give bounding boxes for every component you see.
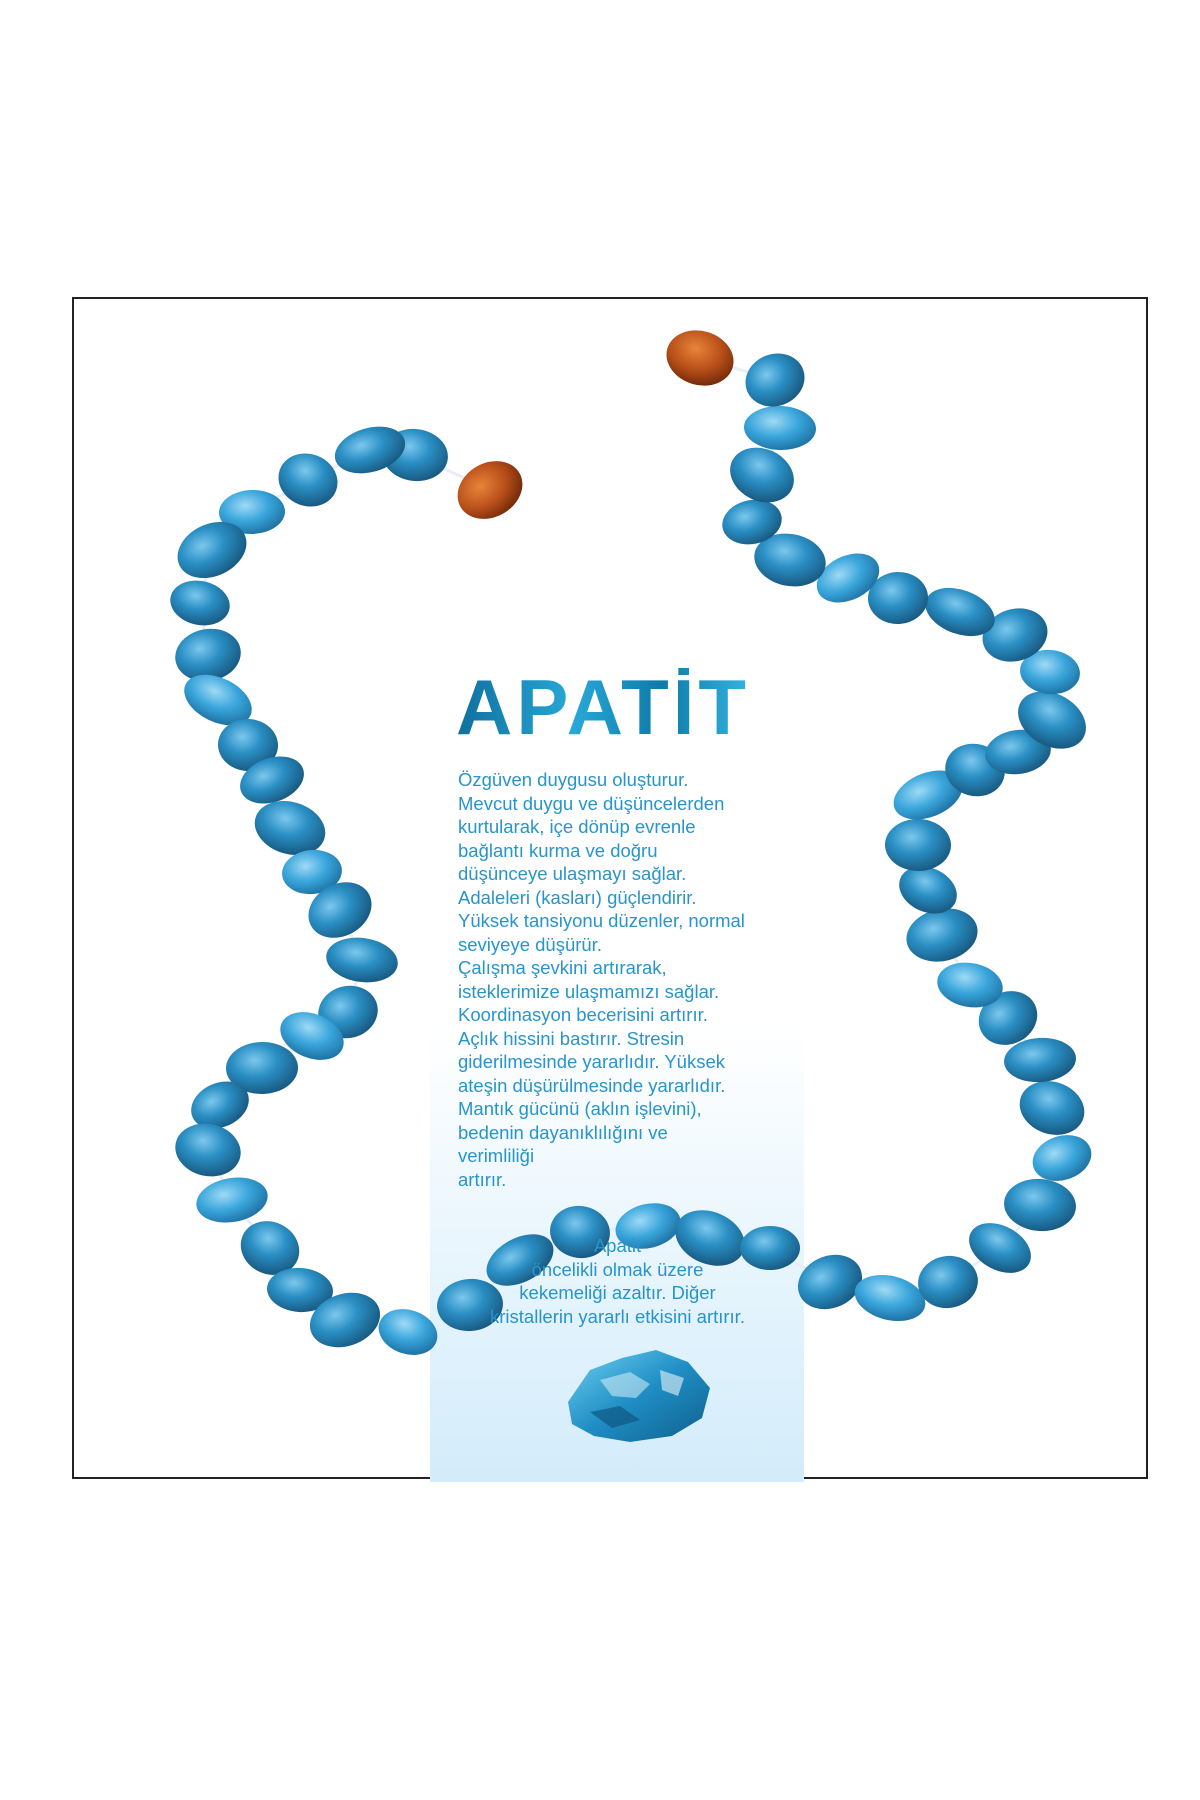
apatite-bead [193,1172,272,1228]
note-text: Apatit öncelikli olmak üzere kekemeliği azaltır. Diğer kristallerin yararlı etkisini artırır. [490,1235,745,1327]
apatite-bead [323,933,400,987]
apatite-bead [170,1117,246,1183]
apatite-rock-icon [560,1340,720,1450]
page-title: APATİT [456,663,751,751]
amber-bead [660,323,740,394]
apatite-bead [1002,1176,1078,1234]
apatite-bead [885,818,952,871]
description-text: Özgüven duygusu oluşturur. Mevcut duygu ve düşüncelerden kurtularak, içe dönüp evrenle bağlantı kurma ve doğru düşünceye ulaşmayı sağlar. Adaleleri (kasları) güçlendirir. Yüksek tansiyonu düzenler, normal seviyeye düşürür. Çalışma şevkini artırarak, isteklerimize ulaşmamızı sağlar. Koordinasyon becerisini artırır. Açlık hissini bastırır. Stresin giderilmesinde yararlıdır. Yüksek ateşin düşürülmesinde yararlıdır. Mantık gücünü (aklın işlevini), bedenin dayanıklılığını ve verimliliği artırır. [458,769,745,1190]
apatite-bead [789,1245,870,1319]
apatite-bead [166,575,234,631]
amber-bead [447,450,533,531]
apatite-bead [1012,1073,1091,1144]
apatite-bead [738,345,813,415]
apatite-bead [373,1302,444,1362]
apatite-bead [743,405,816,451]
